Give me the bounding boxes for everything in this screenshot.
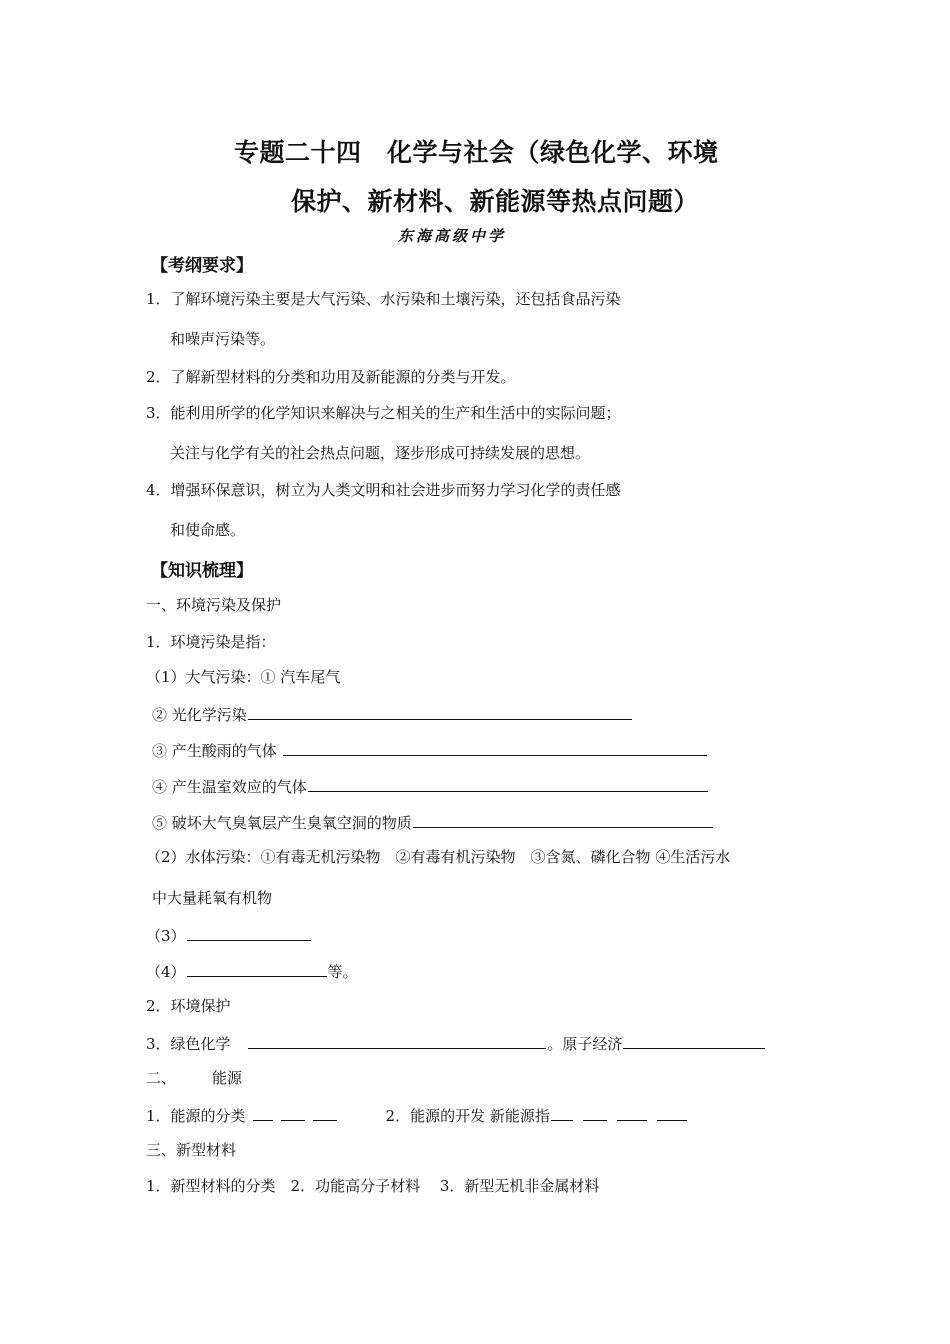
section-1-title: 一、环境污染及保护 bbox=[146, 596, 282, 614]
energy-line bbox=[146, 1104, 688, 1126]
document-title-line1: 专题二十四 化学与社会（绿色化学、环境 bbox=[234, 138, 719, 167]
requirement-1a: 1．了解环境污染主要是大气污染、水污染和土壤污染，还包括食品污染 bbox=[146, 290, 621, 308]
fill-blank[interactable] bbox=[248, 1032, 546, 1049]
requirement-4a: 4．增强环保意识，树立为人类文明和社会进步而努力学习化学的责任感 bbox=[146, 481, 621, 499]
fill-blank[interactable] bbox=[623, 1032, 765, 1049]
pollution-item-3 bbox=[146, 924, 312, 946]
fill-blank[interactable] bbox=[413, 811, 713, 828]
materials-line: 1．新型材料的分类 2．功能高分子材料 3．新型无机非金属材料 bbox=[146, 1177, 600, 1195]
air-pollution-4-label: ④ 产生温室效应的气体 bbox=[152, 778, 307, 796]
fill-blank[interactable] bbox=[253, 1104, 273, 1121]
section-3-title: 三、新型材料 bbox=[146, 1141, 237, 1159]
pollution-item-3-label: （3） bbox=[146, 927, 186, 945]
fill-blank[interactable] bbox=[248, 703, 632, 720]
atom-economy-label: 。原子经济 bbox=[547, 1035, 623, 1053]
water-pollution-b: 中大量耗氧有机物 bbox=[152, 889, 273, 907]
fill-blank[interactable] bbox=[281, 1104, 305, 1121]
air-pollution-4 bbox=[152, 775, 709, 797]
water-pollution-a: （2）水体污染：①有毒无机污染物 ②有毒有机污染物 ③含氮、磷化合物 ④生活污水 bbox=[146, 848, 731, 866]
school-name: 东海高级中学 bbox=[398, 227, 507, 245]
exam-requirements-heading: 【考纲要求】 bbox=[151, 256, 253, 276]
document-title-line2: 保护、新材料、新能源等热点问题） bbox=[291, 187, 700, 216]
requirement-3b: 关注与化学有关的社会热点问题，逐步形成可持续发展的思想。 bbox=[170, 444, 591, 462]
fill-blank[interactable] bbox=[617, 1104, 647, 1121]
section-1-item-3 bbox=[146, 1032, 766, 1054]
requirement-1b: 和噪声污染等。 bbox=[170, 330, 276, 348]
knowledge-heading: 【知识梳理】 bbox=[151, 561, 253, 581]
energy-classification-label: 1．能源的分类 bbox=[146, 1107, 246, 1125]
pollution-item-4 bbox=[146, 960, 358, 982]
requirement-4b: 和使命感。 bbox=[170, 521, 246, 539]
air-pollution-3-label: ③ 产生酸雨的气体 bbox=[152, 742, 282, 760]
air-pollution-5-label: ⑤ 破坏大气臭氧层产生臭氧空洞的物质 bbox=[152, 814, 412, 832]
air-pollution-line: （1）大气污染：① 汽车尾气 bbox=[146, 668, 341, 686]
fill-blank[interactable] bbox=[583, 1104, 607, 1121]
pollution-item-4-end: 等。 bbox=[327, 963, 358, 981]
requirement-3a: 3．能利用所学的化学知识来解决与之相关的生产和生活中的实际问题； bbox=[146, 404, 621, 422]
energy-development-label: 2．能源的开发 新能源指 bbox=[385, 1107, 550, 1125]
fill-blank[interactable] bbox=[308, 775, 708, 792]
fill-blank[interactable] bbox=[551, 1104, 573, 1121]
fill-blank[interactable] bbox=[313, 1104, 337, 1121]
fill-blank[interactable] bbox=[657, 1104, 687, 1121]
air-pollution-2-label: ② 光化学污染 bbox=[152, 706, 247, 724]
fill-blank[interactable] bbox=[187, 960, 327, 977]
section-1-item-2: 2．环境保护 bbox=[146, 997, 231, 1015]
pollution-item-4-label: （4） bbox=[146, 963, 186, 981]
fill-blank[interactable] bbox=[283, 739, 707, 756]
air-pollution-3 bbox=[152, 739, 708, 761]
section-2-number: 二、 bbox=[146, 1069, 177, 1087]
fill-blank[interactable] bbox=[187, 924, 311, 941]
air-pollution-5 bbox=[152, 811, 714, 833]
section-1-item-1: 1．环境污染是指： bbox=[146, 633, 276, 651]
requirement-2: 2．了解新型材料的分类和功用及新能源的分类与开发。 bbox=[146, 368, 516, 386]
green-chemistry-label: 3．绿色化学 bbox=[146, 1035, 236, 1053]
air-pollution-2 bbox=[152, 703, 633, 725]
section-2-title bbox=[146, 1068, 242, 1088]
section-2-name: 能源 bbox=[212, 1069, 243, 1087]
